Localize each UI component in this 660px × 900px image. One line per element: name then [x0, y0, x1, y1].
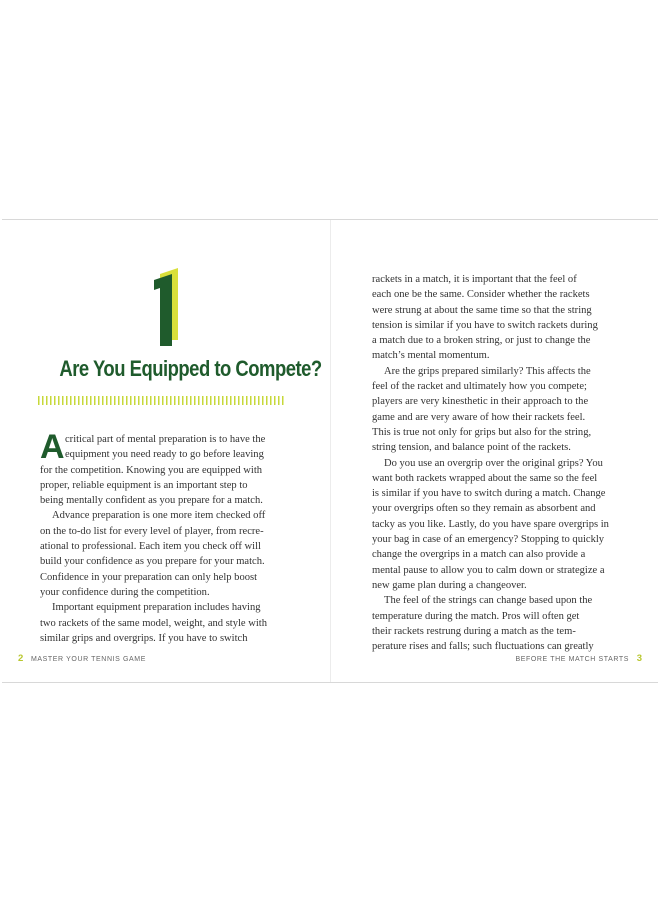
page-gutter: [330, 220, 331, 682]
text-line: tension is similar if you have to switch rackets during: [372, 319, 598, 331]
text-line: match’s mental momentum.: [372, 350, 490, 362]
right-folio: [515, 653, 642, 664]
text-line: perature rises and falls; such fluctuations can greatly: [372, 641, 594, 653]
left-page-body: [40, 428, 290, 646]
text-line: tacky as you like. Lastly, do you have spare overgrips in: [372, 518, 609, 530]
chapter-number: 1: [146, 268, 147, 269]
text-line: a match due to a broken string, or just to change the: [372, 335, 591, 347]
text-line: mental pause to allow you to calm down or strategize a: [372, 564, 605, 576]
text-line: Do you use an overgrip over the original grips? You: [384, 457, 603, 469]
running-head-left: MASTER YOUR TENNIS GAME: [30, 656, 146, 663]
text-line: string tension, and balance point of the rackets.: [372, 442, 571, 454]
page-number-left: 2: [18, 653, 24, 664]
right-page-body: [372, 272, 624, 654]
text-line: Confidence in your preparation can only help boost: [40, 571, 258, 583]
text-line: build your confidence as you prepare for your match.: [40, 556, 265, 568]
text-line: ational to professional. Each item you check off will: [40, 541, 261, 553]
text-line: your confidence during the competition.: [40, 586, 210, 598]
text-line: Important equipment preparation includes having: [52, 602, 261, 614]
text-line: were strung at about the same time so that the string: [372, 304, 592, 316]
text-line: being mentally confident as you prepare for a match.: [40, 495, 263, 507]
text-line: two rackets of the same model, weight, and style with: [40, 617, 267, 629]
text-line: for the competition. Knowing you are equipped with: [40, 464, 263, 476]
text-line: temperature during the match. Pros will often get: [372, 610, 580, 622]
chapter-number-graphic: [146, 268, 196, 346]
text-line: rackets in a match, it is important that the feel of: [372, 274, 577, 285]
page-number-right: 3: [636, 653, 642, 664]
text-line: proper, reliable equipment is an important step to: [40, 479, 248, 491]
text-line: new game plan during a changeover.: [372, 579, 527, 591]
chapter-title: Are You Equipped to Compete?: [59, 356, 322, 381]
text-line: on the to-do list for every level of player, from recre-: [40, 525, 264, 537]
text-line: is similar if you have to switch during a match. Change: [372, 488, 606, 500]
text-line: want both rackets wrapped about the same so the feel: [372, 472, 598, 484]
text-line: The feel of the strings can change based upon the: [384, 595, 593, 607]
text-line: critical part of mental preparation is to have the: [65, 434, 266, 445]
text-line: each one be the same. Consider whether the rackets: [372, 289, 590, 301]
text-line: game and are very aware of how their rackets feel.: [372, 411, 586, 423]
text-line: similar grips and overgrips. If you have to switch: [40, 632, 248, 644]
text-line: change the overgrips in a match can also provide a: [372, 549, 586, 561]
drop-cap: A: [40, 428, 65, 466]
text-line: feel of the racket and ultimately how you compete;: [372, 381, 587, 393]
text-line: Are the grips prepared similarly? This affects the: [384, 365, 591, 377]
left-folio: [18, 653, 146, 664]
text-line: This is true not only for grips but also for the string,: [372, 426, 592, 438]
decorative-tick-rule: [38, 396, 286, 405]
text-line: your overgrips often so they remain as absorbent and: [372, 503, 596, 515]
running-head-right: BEFORE THE MATCH STARTS: [515, 656, 630, 663]
text-line: Advance preparation is one more item checked off: [52, 510, 266, 522]
text-line: their rackets restrung during a match as the tem-: [372, 625, 576, 637]
text-line: players are very kinesthetic in their approach to the: [372, 396, 589, 408]
text-line: equipment you need ready to go before leaving: [65, 449, 264, 461]
text-line: your bag in case of an emergency? Stopping to quickly: [372, 534, 605, 546]
